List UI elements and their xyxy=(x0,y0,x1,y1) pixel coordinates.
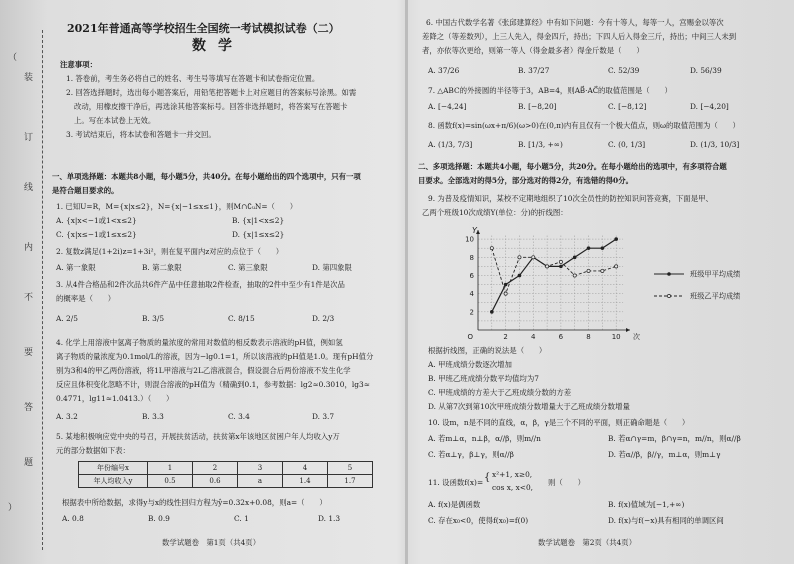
binding-char: 线 xyxy=(24,183,34,193)
data-point-class-a xyxy=(490,310,494,314)
question-3-cont: 的概率是（ ） xyxy=(56,294,116,303)
q5-option-b: B. 0.9 xyxy=(148,514,170,523)
y-tick-label: 8 xyxy=(469,253,474,262)
x-axis-label: 次 xyxy=(633,333,640,341)
legend-label: 班级乙平均成绩 xyxy=(690,291,741,301)
page-fold xyxy=(405,0,408,564)
q4-option-b: B. 3.3 xyxy=(142,412,164,421)
page-footer-2: 数学试题卷 第2页（共4页） xyxy=(538,538,637,547)
q3-option-b: B. 3/5 xyxy=(142,314,165,323)
y-axis-label: Y xyxy=(472,226,477,235)
binding-dashed-line xyxy=(42,30,43,550)
question-2: 2. 复数z满足(1+2i)z=1+3i²，则在复平面内z对应的点位于（ ） xyxy=(56,247,284,256)
q6-option-c: C. 52/39 xyxy=(608,66,640,75)
question-3: 3. 从4件合格品和2件次品共6件产品中任意抽取2件检查，抽取的2件中至少有1件是次品 xyxy=(56,280,345,289)
data-point-class-b xyxy=(573,274,576,277)
binding-bracket: ） xyxy=(8,503,18,513)
q6-option-b: B. 37/27 xyxy=(518,66,550,75)
q9-option-d: D. 从第7次到第10次甲班成绩分数增量大于乙班成绩分数增量 xyxy=(428,402,630,411)
notice-line: 上。写在本试卷上无效。 xyxy=(74,116,156,125)
question-4: 4. 化学上用溶液中氢离子物质的量浓度的常用对数值的相反数表示溶液的pH值，例如氢 xyxy=(56,338,343,347)
section-2-heading-cont: 目要求。全部选对的得5分，部分选对的得2分，有选错的得0分。 xyxy=(418,176,633,185)
table-cell: 年份编号x xyxy=(79,462,148,475)
x-tick-label: 10 xyxy=(611,333,621,341)
q5-option-a: A. 0.8 xyxy=(62,514,84,523)
section-1-heading-cont: 是符合题目要求的。 xyxy=(52,186,119,195)
data-point-class-b xyxy=(615,265,618,268)
binding-char: 答 xyxy=(24,403,34,413)
question-5: 5. 某地积极响应党中央的号召，开展扶贫活动，扶贫第x年该地区贫困户年人均收入y万 xyxy=(56,432,340,441)
q5-option-c: C. 1 xyxy=(234,514,249,523)
binding-bracket: （ xyxy=(8,53,18,63)
question-9: 9. 为普及疫情知识，某校不定期地组织了10次全员性的防控知识问答竞赛，下面是甲、 xyxy=(428,194,713,203)
binding-char: 订 xyxy=(24,133,34,143)
data-point-class-a xyxy=(601,246,605,250)
q7-option-a: A. [−4,24] xyxy=(428,102,467,111)
data-point-class-b xyxy=(601,269,604,272)
section-2-heading: 二、多项选择题：本题共4小题，每小题5分，共20分。在每小题给出的选项中，有多项符合题 xyxy=(418,162,727,171)
data-point-class-a xyxy=(573,255,577,259)
section-1-heading: 一、单项选择题：本题共8小题，每小题5分，共40分。在每小题给出的四个选项中，只有一项 xyxy=(52,172,361,181)
binding-char: 内 xyxy=(24,243,34,253)
question-6-cont: 者，亦依等次更给，则第一等人（得金最多者）得金斤数是（ ） xyxy=(422,46,644,55)
q9-option-a: A. 甲班成绩分数逐次增加 xyxy=(428,360,512,369)
q8-option-b: B. [1/3, +∞) xyxy=(518,140,563,149)
x-tick-label: 2 xyxy=(503,333,508,341)
legend-label: 班级甲平均成绩 xyxy=(690,269,741,279)
y-tick-label: 4 xyxy=(469,290,474,299)
q10-option-d: D. 若α//β，β//γ，m⊥α，则m⊥γ xyxy=(608,450,721,459)
x-tick-label: 8 xyxy=(586,333,591,341)
question-5-cont: 元的部分数据如下表： xyxy=(56,446,130,455)
data-point-class-b xyxy=(518,256,521,259)
question-9-prompt: 根据折线图，正确的说法是（ ） xyxy=(428,346,547,355)
notice-line: 改动，用橡皮擦干净后，再选涂其他答案标号。回答非选择题时，将答案写在答题卡 xyxy=(74,102,348,111)
q3-option-c: C. 8/15 xyxy=(228,314,255,323)
binding-char: 题 xyxy=(24,458,34,468)
notice-heading: 注意事项： xyxy=(60,60,97,69)
q7-option-b: B. [−8,20] xyxy=(518,102,557,111)
exam-title: 2021年普通高等学校招生全国统一考试模拟试卷（二） xyxy=(67,22,340,35)
q1-option-b: B. {x|1<x≤2} xyxy=(232,216,285,225)
left-column xyxy=(52,0,397,564)
question-4-cont: 别为3和4的甲乙两份溶液，将1L甲溶液与2L乙溶液混合，假设混合后两份溶液不发生化学 xyxy=(56,366,351,375)
binding-char: 装 xyxy=(24,73,34,83)
question-5-regression: 根据表中所给数据，求得y与x的线性回归方程为ŷ=0.32x+0.08，则a=（ ） xyxy=(62,498,327,507)
y-tick-label: 2 xyxy=(469,308,474,317)
q9-option-b: B. 甲班乙班成绩分数平均值均为7 xyxy=(428,374,539,383)
q1-option-c: C. {x|x≤−1或1≤x≤2} xyxy=(56,230,137,239)
income-table xyxy=(78,461,373,488)
q4-option-a: A. 3.2 xyxy=(56,412,78,421)
subject-title: 数学 xyxy=(192,38,244,54)
y-tick-label: 6 xyxy=(469,271,474,280)
q7-option-c: C. [−8,12] xyxy=(608,102,647,111)
series-line-class-b xyxy=(492,248,616,293)
q2-option-c: C. 第三象限 xyxy=(228,263,268,272)
q2-option-d: D. 第四象限 xyxy=(312,263,352,272)
question-9-cont: 乙两个班级10次成绩Y(单位：分)的折线图： xyxy=(422,208,568,217)
question-8: 8. 函数f(x)=sin(ωx+π/6)(ω>0)在(0,π)内有且仅有一个极大值点，则ω的取值范围为（ ） xyxy=(428,121,740,130)
origin-label: O xyxy=(467,333,473,341)
table-cell: 1.7 xyxy=(328,475,373,488)
q3-option-a: A. 2/5 xyxy=(56,314,78,323)
q3-option-d: D. 2/3 xyxy=(312,314,335,323)
q11-piece-1: x²+1, x≥0, xyxy=(492,470,533,479)
question-4-cont: 反应且体积变化忽略不计，则混合溶液的pH值为（精确到0.1，参考数据：lg2≈0.3010，lg3≈ xyxy=(56,380,370,389)
legend-swatch-marker xyxy=(667,294,670,297)
q7-option-d: D. [−4,20] xyxy=(690,102,729,111)
q2-option-a: A. 第一象限 xyxy=(56,263,96,272)
data-point-class-b xyxy=(504,292,507,295)
q10-option-c: C. 若α⊥γ，β⊥γ，则α//β xyxy=(428,450,514,459)
table-cell: 0.6 xyxy=(193,475,238,488)
table-cell: 1 xyxy=(148,462,193,475)
table-row xyxy=(79,462,373,475)
table-cell: 5 xyxy=(328,462,373,475)
q8-option-d: D. (1/3, 10/3] xyxy=(690,140,740,149)
table-cell: 2 xyxy=(193,462,238,475)
page-footer-1: 数学试题卷 第1页（共4页） xyxy=(162,538,261,547)
table-cell: 1.4 xyxy=(283,475,328,488)
question-11-tail: 则（ ） xyxy=(548,478,585,487)
q4-option-c: C. 3.4 xyxy=(228,412,250,421)
q2-option-b: B. 第二象限 xyxy=(142,263,182,272)
question-4-cont: 0.4771，lg11≈1.0413.）（ ） xyxy=(56,394,174,403)
binding-strip xyxy=(6,30,46,550)
q11-brace: { xyxy=(484,472,491,483)
question-4-cont: 离子物质的量浓度为0.1mol/L的溶液，因为−lg0.1=1，所以该溶液的pH值是1.0。现有pH值分 xyxy=(56,352,374,361)
data-point-class-a xyxy=(559,265,563,269)
x-axis-arrow xyxy=(626,328,630,332)
binding-char: 不 xyxy=(24,293,34,303)
table-cell: a xyxy=(238,475,283,488)
data-point-class-a xyxy=(614,237,618,241)
q5-option-d: D. 1.3 xyxy=(318,514,341,523)
legend-swatch-marker xyxy=(667,272,671,276)
question-11: 11. 设函数f(x)= xyxy=(428,478,484,487)
data-point-class-b xyxy=(559,260,562,263)
q10-option-b: B. 若α∩γ=m，β∩γ=n，m//n，则α//β xyxy=(608,434,741,443)
q11-piece-2: cos x, x<0, xyxy=(492,483,534,492)
binding-char: 要 xyxy=(24,348,34,358)
data-point-class-b xyxy=(587,269,590,272)
q6-option-a: A. 37/26 xyxy=(428,66,460,75)
q11-option-b: B. f(x)值域为[−1,+∞) xyxy=(608,500,685,509)
data-point-class-a xyxy=(518,274,522,278)
data-point-class-a xyxy=(587,246,591,250)
y-tick-label: 10 xyxy=(465,235,474,244)
data-point-class-b xyxy=(545,265,548,268)
table-cell: 4 xyxy=(283,462,328,475)
question-10: 10. 设m，n是不同的直线，α，β，γ是三个不同的平面，则正确命题是（ ） xyxy=(428,418,690,427)
q8-option-c: C. (0, 1/3] xyxy=(608,140,646,149)
right-column xyxy=(418,0,778,564)
table-cell: 3 xyxy=(238,462,283,475)
data-point-class-a xyxy=(504,283,508,287)
q1-option-d: D. {x|1≤x≤2} xyxy=(232,230,285,239)
q4-option-d: D. 3.7 xyxy=(312,412,335,421)
table-cell: 0.5 xyxy=(148,475,193,488)
question-6: 6. 中国古代数学名著《张邱建算经》中有如下问题：今有十等人，每等一人，宫赐金以等次 xyxy=(426,18,724,27)
q6-option-d: D. 56/39 xyxy=(690,66,722,75)
notice-line: 3. 考试结束后，将本试卷和答题卡一并交回。 xyxy=(66,130,216,139)
q1-option-a: A. {x|x<−1或1<x≤2} xyxy=(56,216,137,225)
q11-option-c: C. 存在x₀<0，使得f(x₀)=f(0) xyxy=(428,516,529,525)
q11-option-d: D. f(x)与f(−x)具有相同的单调区间 xyxy=(608,516,724,525)
q11-option-a: A. f(x)是偶函数 xyxy=(428,500,481,509)
data-point-class-b xyxy=(532,256,535,259)
notice-line: 1. 答卷前，考生务必将自己的姓名、考生号等填写在答题卡和试卷指定位置。 xyxy=(66,74,320,83)
question-7: 7. △ABC的外接圆的半径等于3，AB=4，则AB⃗·AC⃗的取值范围是（ ） xyxy=(428,86,672,95)
notice-line: 2. 回答选择题时，选出每小题答案后，用铅笔把答题卡上对应题目的答案标号涂黑。如需 xyxy=(66,88,357,97)
question-1: 1. 已知U=R，M={x|x≤2}，N={x|−1≤x≤1}，则M∩∁ᵤN=（ ） xyxy=(56,202,298,211)
x-tick-label: 4 xyxy=(531,333,536,341)
x-tick-label: 6 xyxy=(558,333,564,341)
q9-option-c: C. 甲班成绩的方差大于乙班成绩分数的方差 xyxy=(428,388,572,397)
table-cell: 年人均收入y xyxy=(79,475,148,488)
data-point-class-b xyxy=(490,247,493,250)
q10-option-a: A. 若m⊥α，n⊥β，α//β，则m//n xyxy=(428,434,541,443)
score-line-chart xyxy=(458,218,778,342)
question-6-cont: 差降之（等差数列），上三人先入，得金四斤，持出；下四人后入得金三斤，持出；中间三人未到 xyxy=(422,32,737,41)
q8-option-a: A. (1/3, 7/3] xyxy=(428,140,473,149)
table-row xyxy=(79,475,373,488)
